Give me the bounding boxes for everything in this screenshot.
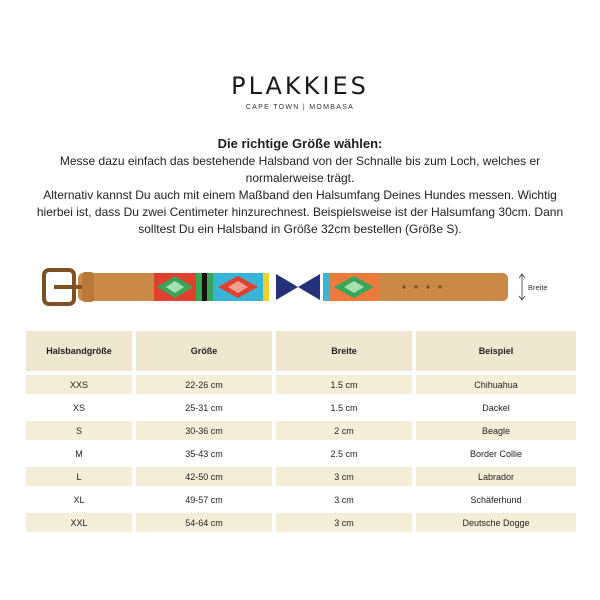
cell-example: Schäferhund bbox=[416, 490, 576, 509]
cell-example: Dackel bbox=[416, 398, 576, 417]
cell-example: Deutsche Dogge bbox=[416, 513, 576, 532]
cell-size: 49-57 cm bbox=[136, 490, 272, 509]
cell-collar-size: S bbox=[26, 421, 132, 440]
intro-line-2: Alternativ kannst Du auch mit einem Maßband den Halsumfang Deines Hundes messen. Wichtig hierbei ist, dass Du zwei Centimeter hinzurechnest. Beispielsweise ist der Halsumfang 30cm. Dann solltest Du ein Halsband in Größe 32cm bestellen (Größe S). bbox=[36, 188, 564, 236]
table-row bbox=[26, 444, 576, 463]
cell-example: Labrador bbox=[416, 467, 576, 486]
brand-logo bbox=[0, 72, 600, 111]
table-row bbox=[26, 421, 576, 440]
page-heading: Die richtige Größe wählen: bbox=[217, 136, 383, 151]
width-indicator bbox=[519, 274, 525, 300]
cell-width: 3 cm bbox=[276, 513, 412, 532]
table-row bbox=[26, 398, 576, 417]
table-row bbox=[26, 375, 576, 394]
cell-example: Border Collie bbox=[416, 444, 576, 463]
cell-size: 54-64 cm bbox=[136, 513, 272, 532]
cell-size: 22-26 cm bbox=[136, 375, 272, 394]
bead-pattern bbox=[154, 273, 379, 301]
cell-width: 2 cm bbox=[276, 421, 412, 440]
cell-size: 35-43 cm bbox=[136, 444, 272, 463]
cell-collar-size: XXL bbox=[26, 513, 132, 532]
intro-text bbox=[24, 153, 576, 238]
intro-line-1: Messe dazu einfach das bestehende Halsband von der Schnalle bis zum Loch, welches er normalerweise trägt. bbox=[59, 154, 541, 185]
cell-size: 42-50 cm bbox=[136, 467, 272, 486]
header-size: Größe bbox=[136, 331, 272, 371]
cell-collar-size: XXS bbox=[26, 375, 132, 394]
width-label: Breite bbox=[528, 283, 548, 292]
table-row bbox=[26, 490, 576, 509]
buckle-tongue bbox=[54, 285, 84, 289]
cell-width: 1.5 cm bbox=[276, 398, 412, 417]
cell-width: 1.5 cm bbox=[276, 375, 412, 394]
header-width: Breite bbox=[276, 331, 412, 371]
cell-width: 3 cm bbox=[276, 467, 412, 486]
cell-collar-size: M bbox=[26, 444, 132, 463]
cell-size: 30-36 cm bbox=[136, 421, 272, 440]
header-example: Beispiel bbox=[416, 331, 576, 371]
table-header-row bbox=[26, 331, 576, 371]
cell-collar-size: L bbox=[26, 467, 132, 486]
cell-collar-size: XS bbox=[26, 398, 132, 417]
header-collar-size: Halsbandgröße bbox=[26, 331, 132, 371]
cell-size: 25-31 cm bbox=[136, 398, 272, 417]
cell-width: 2.5 cm bbox=[276, 444, 412, 463]
cell-collar-size: XL bbox=[26, 490, 132, 509]
cell-example: Beagle bbox=[416, 421, 576, 440]
buckle-keeper bbox=[82, 272, 94, 302]
brand-name: PLAKKIES bbox=[231, 72, 369, 100]
table-row bbox=[26, 513, 576, 532]
size-table bbox=[22, 327, 580, 536]
dog-collar-illustration bbox=[38, 262, 558, 312]
table-row bbox=[26, 467, 576, 486]
cell-example: Chihuahua bbox=[416, 375, 576, 394]
brand-tagline: CAPE TOWN | MOMBASA bbox=[245, 104, 355, 111]
cell-width: 3 cm bbox=[276, 490, 412, 509]
